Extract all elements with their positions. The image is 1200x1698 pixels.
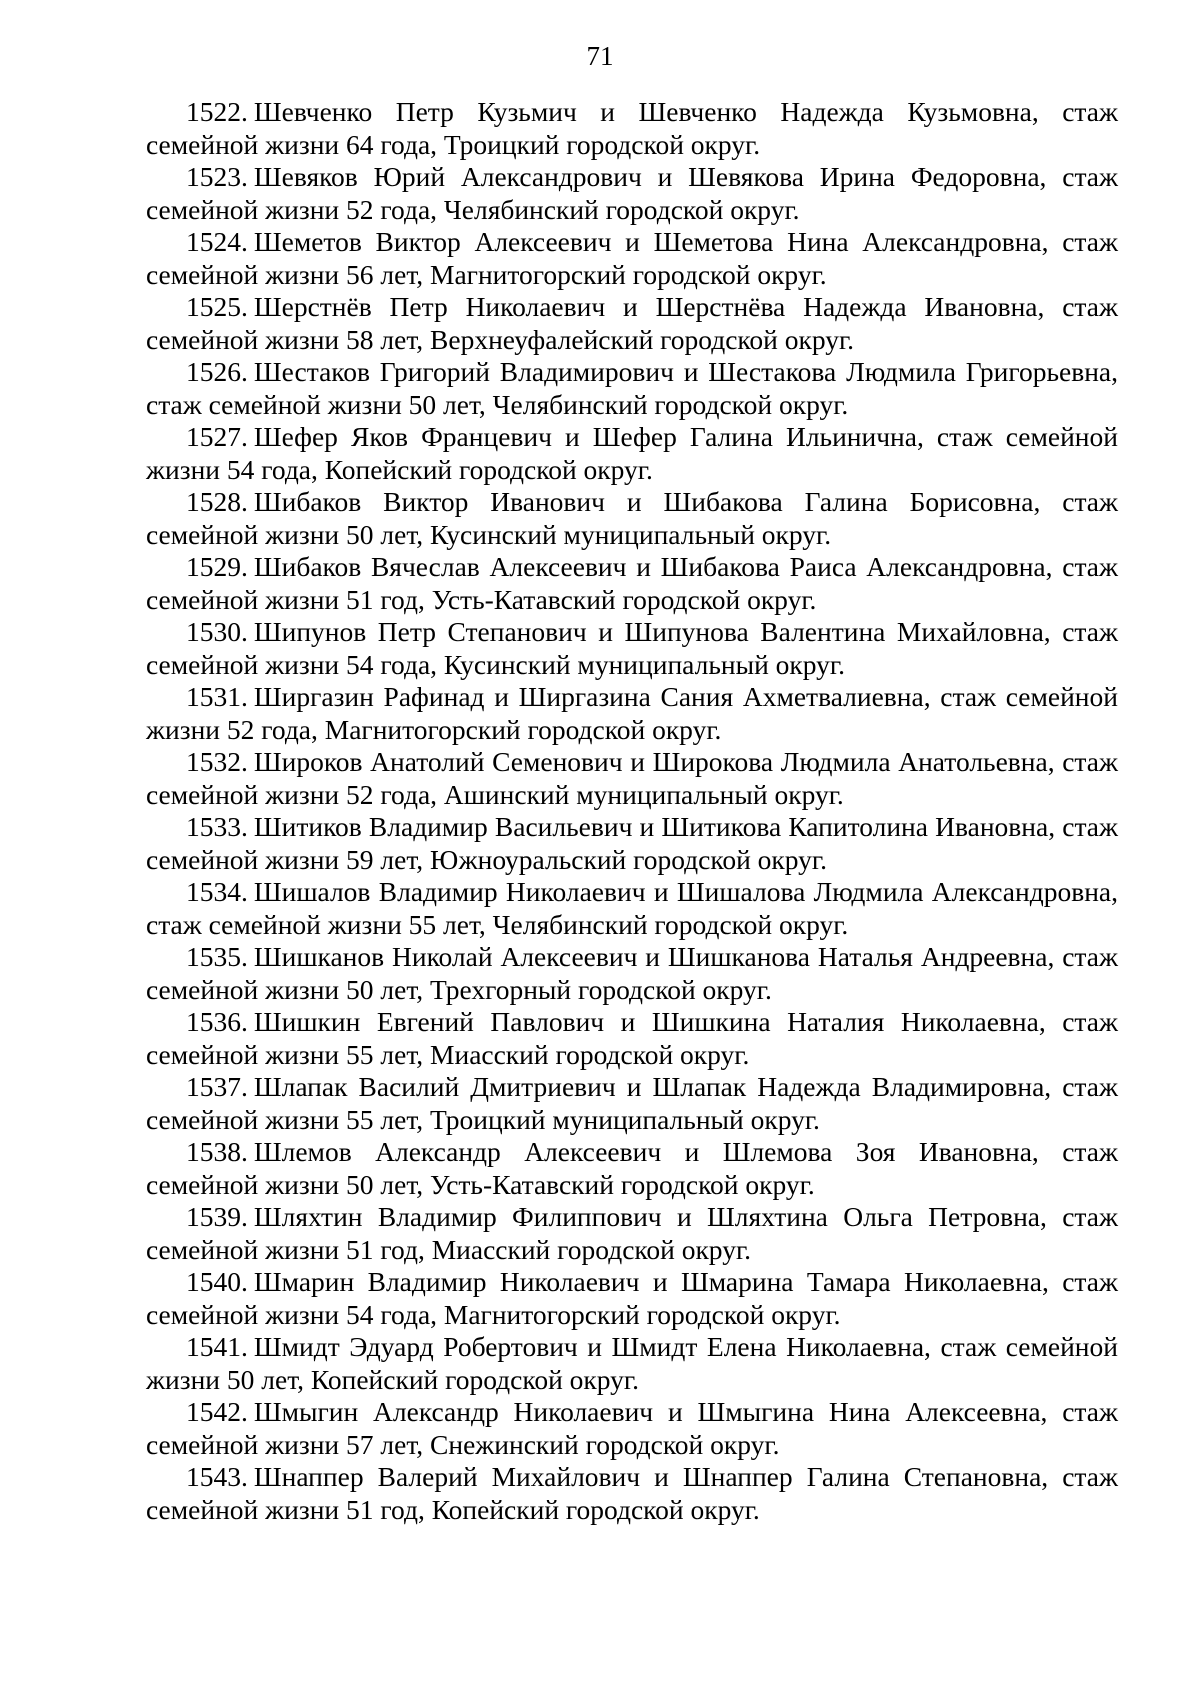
list-item	[146, 356, 1118, 421]
page-number: 71	[586, 41, 614, 71]
list-item	[146, 486, 1118, 551]
list-item	[146, 1136, 1118, 1201]
entry-text: Шлапак Василий Дмитриевич и Шлапак Надежда Владимировна, стаж семейной жизни 55 лет, Троицкий муниципальный округ.	[146, 1071, 1118, 1135]
list-item	[146, 811, 1118, 876]
entry-text: Шишканов Николай Алексеевич и Шишканова Наталья Андреевна, стаж семейной жизни 50 лет, Трехгорный городской округ.	[146, 941, 1118, 1005]
entry-number: 1534.	[186, 876, 248, 907]
entry-text: Шевяков Юрий Александрович и Шевякова Ирина Федоровна, стаж семейной жизни 52 года, Челябинский городской округ.	[146, 161, 1118, 225]
entry-number: 1527.	[186, 421, 248, 452]
entry-number: 1528.	[186, 486, 248, 517]
entry-number: 1530.	[186, 616, 248, 647]
entry-number: 1529.	[186, 551, 248, 582]
list-item	[146, 876, 1118, 941]
entry-text: Шибаков Виктор Иванович и Шибакова Галина Борисовна, стаж семейной жизни 50 лет, Кусинский муниципальный округ.	[146, 486, 1118, 550]
entry-number: 1526.	[186, 356, 248, 387]
entry-text: Шмыгин Александр Николаевич и Шмыгина Нина Алексеевна, стаж семейной жизни 57 лет, Снежинский городской округ.	[146, 1396, 1118, 1460]
entry-number: 1535.	[186, 941, 248, 972]
list-item	[146, 551, 1118, 616]
entry-number: 1537.	[186, 1071, 248, 1102]
list-item	[146, 1006, 1118, 1071]
entry-text: Шестаков Григорий Владимирович и Шестакова Людмила Григорьевна, стаж семейной жизни 50 лет, Челябинский городской округ.	[146, 356, 1118, 420]
entry-number: 1538.	[186, 1136, 248, 1167]
entry-text: Шишкин Евгений Павлович и Шишкина Наталия Николаевна, стаж семейной жизни 55 лет, Миасский городской округ.	[146, 1006, 1118, 1070]
entry-number: 1522.	[186, 96, 248, 127]
list-item	[146, 941, 1118, 1006]
entry-text: Шефер Яков Францевич и Шефер Галина Ильинична, стаж семейной жизни 54 года, Копейский городской округ.	[146, 421, 1118, 485]
entry-text: Шерстнёв Петр Николаевич и Шерстнёва Надежда Ивановна, стаж семейной жизни 58 лет, Верхнеуфалейский городской округ.	[146, 291, 1118, 355]
list-item	[146, 1201, 1118, 1266]
list-item	[146, 1266, 1118, 1331]
list-item	[146, 291, 1118, 356]
list-item	[146, 681, 1118, 746]
entry-text: Шитиков Владимир Васильевич и Шитикова Капитолина Ивановна, стаж семейной жизни 59 лет, Южноуральский городской округ.	[146, 811, 1118, 875]
entry-number: 1542.	[186, 1396, 248, 1427]
entry-number: 1541.	[186, 1331, 248, 1362]
list-item	[146, 1331, 1118, 1396]
list-item	[146, 1071, 1118, 1136]
entry-text: Шибаков Вячеслав Алексеевич и Шибакова Раиса Александровна, стаж семейной жизни 51 год, Усть-Катавский городской округ.	[146, 551, 1118, 615]
entry-text: Шишалов Владимир Николаевич и Шишалова Людмила Александровна, стаж семейной жизни 55 лет, Челябинский городской округ.	[146, 876, 1118, 940]
entry-number: 1524.	[186, 226, 248, 257]
entry-number: 1531.	[186, 681, 248, 712]
entry-number: 1523.	[186, 161, 248, 192]
entry-text: Шнаппер Валерий Михайлович и Шнаппер Галина Степановна, стаж семейной жизни 51 год, Копейский городской округ.	[146, 1461, 1118, 1525]
list-item	[146, 161, 1118, 226]
list-item	[146, 96, 1118, 161]
entry-number: 1532.	[186, 746, 248, 777]
entry-number: 1536.	[186, 1006, 248, 1037]
entry-text: Шмарин Владимир Николаевич и Шмарина Тамара Николаевна, стаж семейной жизни 54 года, Магнитогорский городской округ.	[146, 1266, 1118, 1330]
entry-number: 1540.	[186, 1266, 248, 1297]
entry-text: Ширгазин Рафинад и Ширгазина Сания Ахметвалиевна, стаж семейной жизни 52 года, Магнитогорский городской округ.	[146, 681, 1118, 745]
list-item	[146, 1396, 1118, 1461]
list-item	[146, 1461, 1118, 1526]
entry-text: Шевченко Петр Кузьмич и Шевченко Надежда Кузьмовна, стаж семейной жизни 64 года, Троицкий городской округ.	[146, 96, 1118, 160]
entry-list	[146, 96, 1118, 1526]
list-item	[146, 616, 1118, 681]
entry-number: 1539.	[186, 1201, 248, 1232]
entry-number: 1525.	[186, 291, 248, 322]
list-item	[146, 226, 1118, 291]
list-item	[146, 421, 1118, 486]
entry-text: Шеметов Виктор Алексеевич и Шеметова Нина Александровна, стаж семейной жизни 56 лет, Магнитогорский городской округ.	[146, 226, 1118, 290]
entry-number: 1533.	[186, 811, 248, 842]
entry-text: Шляхтин Владимир Филиппович и Шляхтина Ольга Петровна, стаж семейной жизни 51 год, Миасский городской округ.	[146, 1201, 1118, 1265]
entry-text: Широков Анатолий Семенович и Широкова Людмила Анатольевна, стаж семейной жизни 52 года, Ашинский муниципальный округ.	[146, 746, 1118, 810]
entry-text: Шлемов Александр Алексеевич и Шлемова Зоя Ивановна, стаж семейной жизни 50 лет, Усть-Катавский городской округ.	[146, 1136, 1118, 1200]
entry-text: Шмидт Эдуард Робертович и Шмидт Елена Николаевна, стаж семейной жизни 50 лет, Копейский городской округ.	[146, 1331, 1118, 1395]
entry-number: 1543.	[186, 1461, 248, 1492]
entry-text: Шипунов Петр Степанович и Шипунова Валентина Михайловна, стаж семейной жизни 54 года, Кусинский муниципальный округ.	[146, 616, 1118, 680]
list-item	[146, 746, 1118, 811]
